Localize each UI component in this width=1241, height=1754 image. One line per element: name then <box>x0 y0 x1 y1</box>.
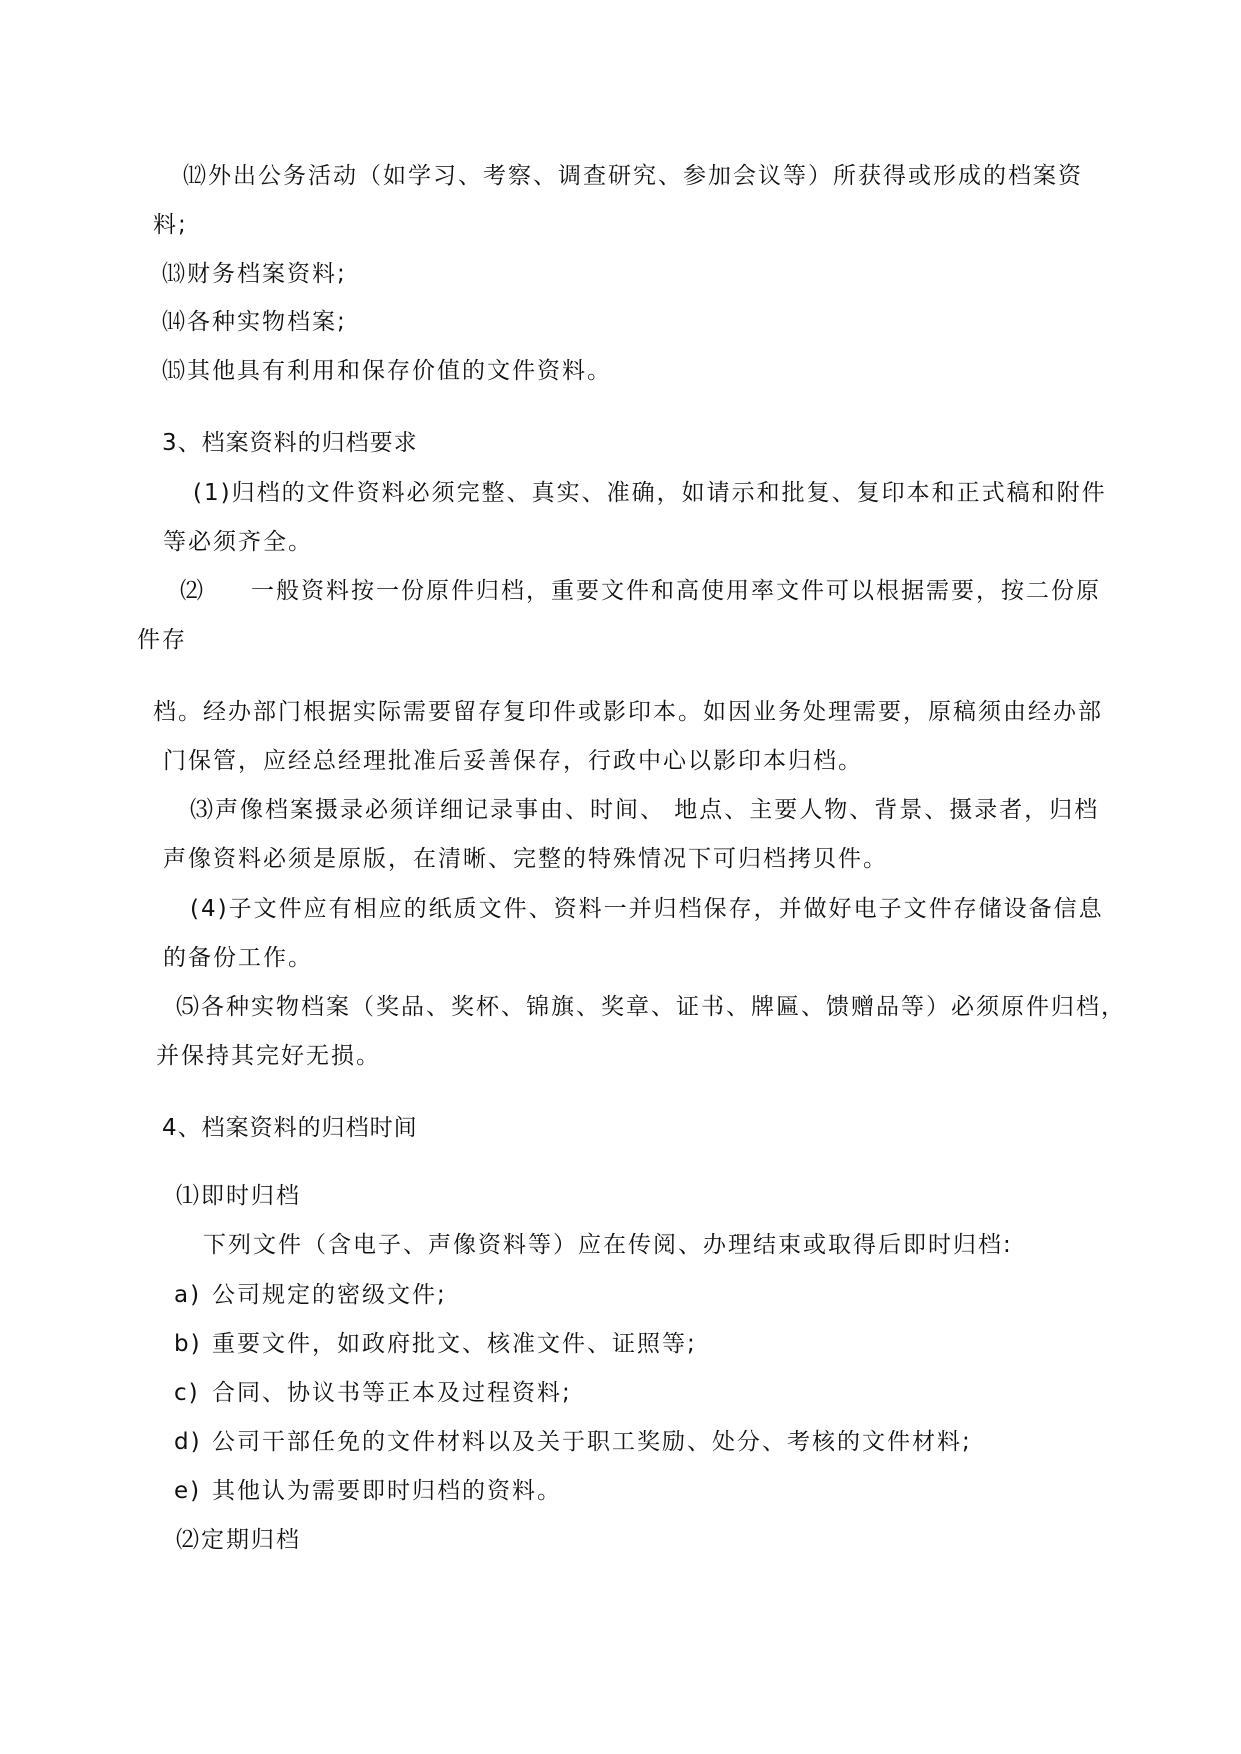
item-12-line-1: ⑿外出公务活动（如学习、考察、调查研究、参加会议等）所获得或形成的档案资 <box>183 163 1083 189</box>
item-14: ⒁各种实物档案; <box>162 309 347 335</box>
requirement-4-line-2: 的备份工作。 <box>163 945 313 971</box>
list-marker: b) <box>174 1331 202 1357</box>
item-12-line-2: 料; <box>153 212 188 238</box>
requirement-2-line-2: 件存 <box>137 627 187 653</box>
item-15: ⒂其他具有利用和保存价值的文件资料。 <box>162 358 612 384</box>
section-3-heading: 3、档案资料的归档要求 <box>162 430 418 456</box>
requirement-5-line-2: 并保持其完好无损。 <box>156 1043 381 1069</box>
list-marker: e) <box>174 1478 202 1504</box>
list-marker: c) <box>174 1380 200 1406</box>
requirement-2-marker: ⑵ <box>180 578 205 604</box>
list-item: 其他认为需要即时归档的资料。 <box>212 1478 562 1504</box>
requirement-2-line-1: 一般资料按一份原件归档，重要文件和高使用率文件可以根据需要，按二份原 <box>251 578 1101 604</box>
list-marker: d) <box>174 1429 202 1455</box>
list-item: 公司干部任免的文件材料以及关于职工奖励、处分、考核的文件材料; <box>212 1429 972 1455</box>
periodic-archiving-heading: ⑵定期归档 <box>176 1527 301 1553</box>
requirement-2-line-3: 档。经办部门根据实际需要留存复印件或影印本。如因业务处理需要，原稿须由经办部 <box>153 699 1103 725</box>
item-13: ⒀财务档案资料; <box>162 261 347 287</box>
requirement-4-line-1: (4)子文件应有相应的纸质文件、资料一并归档保存，并做好电子文件存储设备信息 <box>190 896 1104 922</box>
requirement-2-line-4: 门保管，应经总经理批准后妥善保存，行政中心以影印本归档。 <box>163 748 863 774</box>
immediate-archiving-heading: ⑴即时归档 <box>176 1183 301 1209</box>
requirement-1-line-2: 等必须齐全。 <box>163 529 313 555</box>
list-marker: a) <box>174 1282 202 1308</box>
immediate-archiving-intro: 下列文件（含电子、声像资料等）应在传阅、办理结束或取得后即时归档: <box>203 1232 1013 1258</box>
list-item: 合同、协议书等正本及过程资料; <box>212 1380 572 1406</box>
section-4-heading: 4、档案资料的归档时间 <box>162 1115 418 1141</box>
requirement-5-line-1: ⑸各种实物档案（奖品、奖杯、锦旗、奖章、证书、牌匾、馈赠品等）必须原件归档， <box>176 994 1126 1020</box>
list-item: 公司规定的密级文件; <box>212 1282 447 1308</box>
requirement-3-line-2: 声像资料必须是原版，在清晰、完整的特殊情况下可归档拷贝件。 <box>163 846 888 872</box>
requirement-1-line-1: (1)归档的文件资料必须完整、真实、准确，如请示和批复、复印本和正式稿和附件 <box>193 480 1107 506</box>
requirement-3-line-1: ⑶声像档案摄录必须详细记录事由、时间、 地点、主要人物、背景、摄录者，归档 <box>190 797 1100 823</box>
list-item: 重要文件，如政府批文、核准文件、证照等; <box>212 1331 697 1357</box>
